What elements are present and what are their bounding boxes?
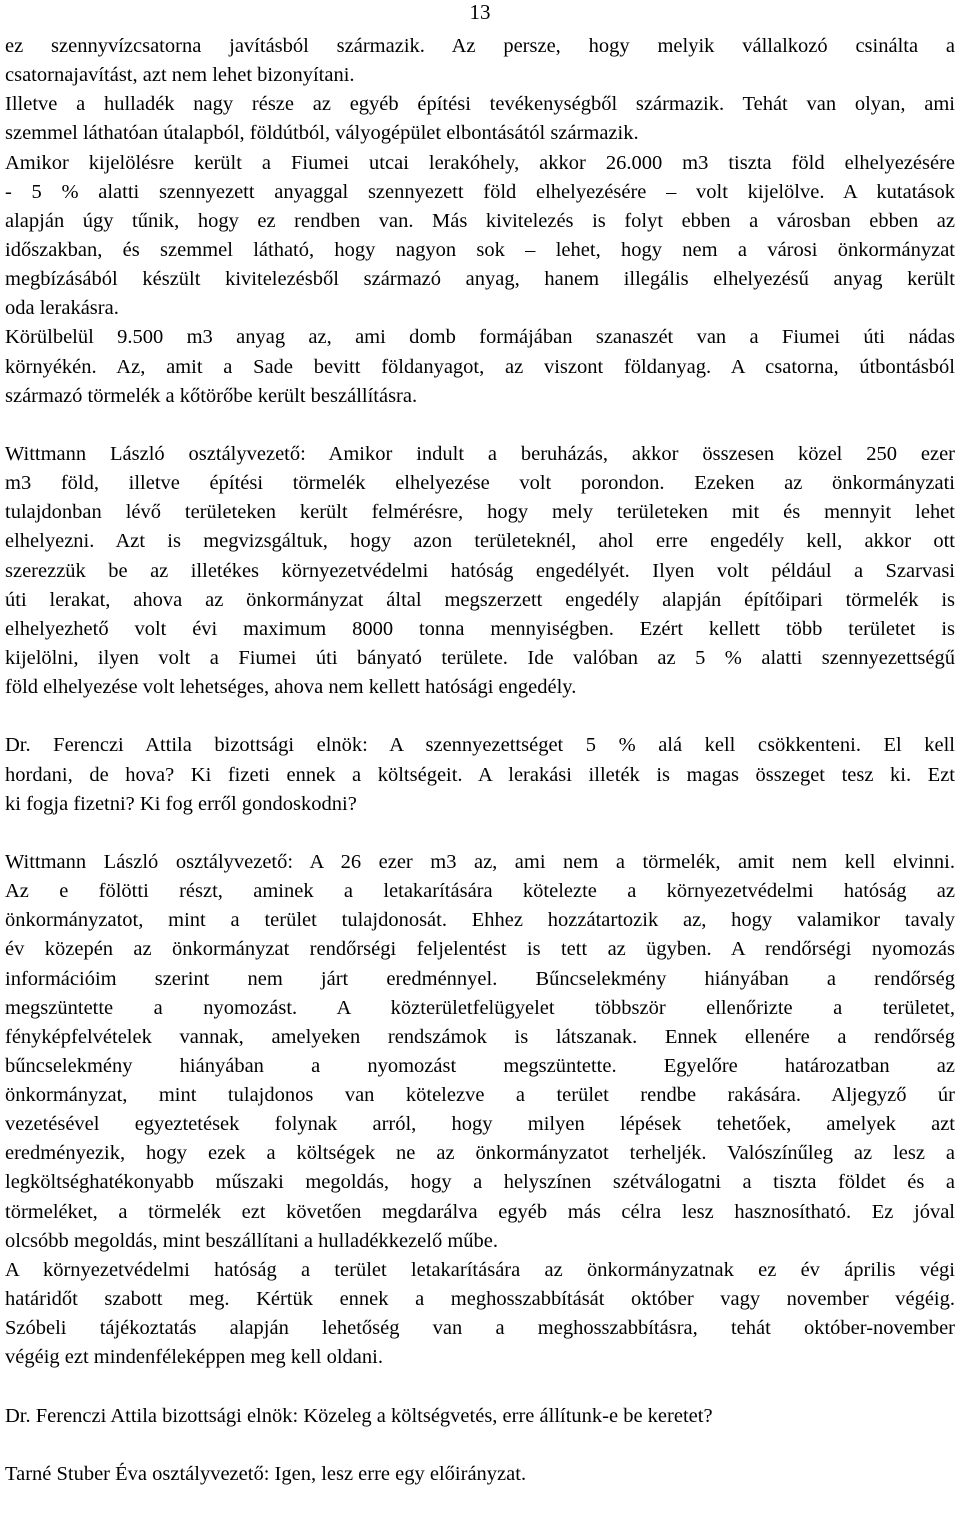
paragraph xyxy=(5,731,955,818)
text-line: szerezzük be az illetékes környezetvédelmi hatóság engedélyét. Ilyen volt például a Szarvasi xyxy=(5,559,955,582)
document-body xyxy=(5,32,955,1489)
text-line: származó törmelék a kőtörőbe került beszállításra. xyxy=(5,384,418,407)
text-line: m3 föld, illetve építési törmelék elhelyezése volt porondon. Ezeken az önkormányzati xyxy=(5,472,955,495)
paragraph xyxy=(5,440,955,702)
text-line: alapján úgy tűnik, hogy ez rendben van. Más kivitelezés is folyt ebben a városban ebben az xyxy=(5,209,955,232)
text-line: tulajdonban lévő területeken került felmérésre, hogy mely területeken mit és mennyit lehet xyxy=(5,501,955,524)
text-line: csatornajavítást, azt nem lehet bizonyítani. xyxy=(5,64,355,87)
text-line: Szóbeli tájékoztatás alapján lehetőség van a meghosszabbításra, tehát október-november xyxy=(5,1317,955,1340)
text-line: szemmel láthatóan útalapból, földútból, vályogépület elbontásától származik. xyxy=(5,122,639,145)
paragraph-spacer xyxy=(5,411,955,440)
text-line: ki fogja fizetni? Ki fog erről gondoskodni? xyxy=(5,792,357,815)
text-line: megbízásából készült kivitelezésből származó anyag, hanem illegális elhelyezésű anyag került xyxy=(5,268,955,291)
paragraph xyxy=(5,1460,955,1489)
paragraph-spacer xyxy=(5,1372,955,1401)
text-line: önkormányzatot, mint a terület tulajdonosát. Ehhez hozzátartozik az, hogy valamikor tavaly xyxy=(5,909,955,932)
text-line: elhelyezhető volt évi maximum 8000 tonna mennyiségben. Ezért kellett több területet is xyxy=(5,617,955,640)
text-line: Wittmann László osztályvezető: A 26 ezer m3 az, ami nem a törmelék, amit nem kell elvinni. xyxy=(5,850,955,873)
paragraph xyxy=(5,848,955,1373)
text-line: Illetve a hulladék nagy része az egyéb építési tevékenységből származik. Tehát van olyan, ami xyxy=(5,93,955,116)
text-line: hordani, de hova? Ki fizeti ennek a költségeit. A lerakási illeték is magas összeget tesz ki. Ezt xyxy=(5,763,955,786)
text-line: ez szennyvízcsatorna javításból származik. Az persze, hogy melyik vállalkozó csinálta a xyxy=(5,35,955,57)
text-line: úti lerakat, ahova az önkormányzat által megszerzett engedély alapján építőipari törmelék is xyxy=(5,588,955,611)
text-line: kijelölni, ilyen volt a Fiumei úti bányató területe. Ide valóban az 5 % alatti szennyezettségű xyxy=(5,646,955,669)
paragraph xyxy=(5,1402,955,1431)
text-line: önkormányzat, mint tulajdonos van kötelezve a terület rendbe rakására. Aljegyző úr xyxy=(5,1084,955,1107)
text-line: határidőt szabott meg. Kértük ennek a meghosszabbítását október vagy november végéig. xyxy=(5,1288,955,1311)
text-line: információim szerint nem járt eredménnyel. Bűncselekmény hiányában a rendőrség xyxy=(5,967,955,990)
text-line: időszakban, és szemmel látható, hogy nagyon sok – lehet, hogy nem a városi önkormányzat xyxy=(5,238,955,261)
text-line: bűncselekmény hiányában a nyomozást megszüntette. Egyelőre határozatban az xyxy=(5,1054,955,1077)
text-line: Amikor kijelölésre került a Fiumei utcai lerakóhely, akkor 26.000 m3 tiszta föld elhelyezésére xyxy=(5,151,955,174)
text-line: fényképfelvételek vannak, amelyeken rendszámok is látszanak. Ennek ellenére a rendőrség xyxy=(5,1025,955,1048)
text-line: Wittmann László osztályvezető: Amikor indult a beruházás, akkor összesen közel 250 ezer xyxy=(5,442,955,465)
text-line: végéig ezt mindenféleképpen meg kell oldani. xyxy=(5,1346,383,1369)
page-number: 13 xyxy=(469,0,491,24)
text-line: törmeléket, a törmelék ezt követően megdarálva egyéb más célra lesz hasznosítható. Ez jóval xyxy=(5,1200,955,1223)
text-line: eredményezik, hogy ezek a költségek ne az önkormányzatot terheljék. Valószínűleg az lesz a xyxy=(5,1142,955,1165)
text-line: Az e fölötti részt, aminek a letakarítására kötelezte a környezetvédelmi hatóság az xyxy=(5,880,955,903)
text-line: Tarné Stuber Éva osztályvezető: Igen, lesz erre egy előirányzat. xyxy=(5,1462,527,1485)
text-line: legköltséghatékonyabb műszaki megoldás, hogy a helyszínen szétválogatni a tiszta földet és a xyxy=(5,1171,955,1194)
text-line: megszüntette a nyomozást. A közterületfelügyelet többször ellenőrizte a területet, xyxy=(5,996,955,1019)
text-line: év közepén az önkormányzat rendőrségi feljelentést is tett az ügyben. A rendőrségi nyomozás xyxy=(5,938,955,961)
text-line: Dr. Ferenczi Attila bizottsági elnök: A szennyezettséget 5 % alá kell csökkenteni. El kell xyxy=(5,734,955,757)
paragraph-spacer xyxy=(5,1431,955,1460)
text-line: elhelyezni. Azt is megvizsgáltuk, hogy azon területeknél, ahol erre engedély kell, akkor ott xyxy=(5,530,955,553)
text-line: vezetésével egyeztetések folynak arról, hogy milyen lépések tehetőek, amelyek azt xyxy=(5,1113,955,1136)
text-line: - 5 % alatti szennyezett anyaggal szennyezett föld elhelyezésére – volt kijelölve. A kutatások xyxy=(5,180,955,203)
text-line: föld elhelyezése volt lehetséges, ahova nem kellett hatósági engedély. xyxy=(5,676,577,699)
text-line: Körülbelül 9.500 m3 anyag az, ami domb formájában szanaszét van a Fiumei úti nádas xyxy=(5,326,955,349)
text-line: környékén. Az, amit a Sade bevitt földanyagot, az viszont földanyag. A csatorna, útbontásból xyxy=(5,355,955,378)
text-line: A környezetvédelmi hatóság a terület letakarítására az önkormányzatnak ez év április végi xyxy=(5,1258,955,1281)
text-line: oda lerakásra. xyxy=(5,297,119,320)
paragraph-spacer xyxy=(5,702,955,731)
paragraph-spacer xyxy=(5,819,955,848)
paragraph xyxy=(5,32,955,411)
text-line: Dr. Ferenczi Attila bizottsági elnök: Közeleg a költségvetés, erre állítunk-e be keretet? xyxy=(5,1404,713,1427)
text-line: olcsóbb megoldás, mint beszállítani a hulladékkezelő műbe. xyxy=(5,1229,499,1252)
